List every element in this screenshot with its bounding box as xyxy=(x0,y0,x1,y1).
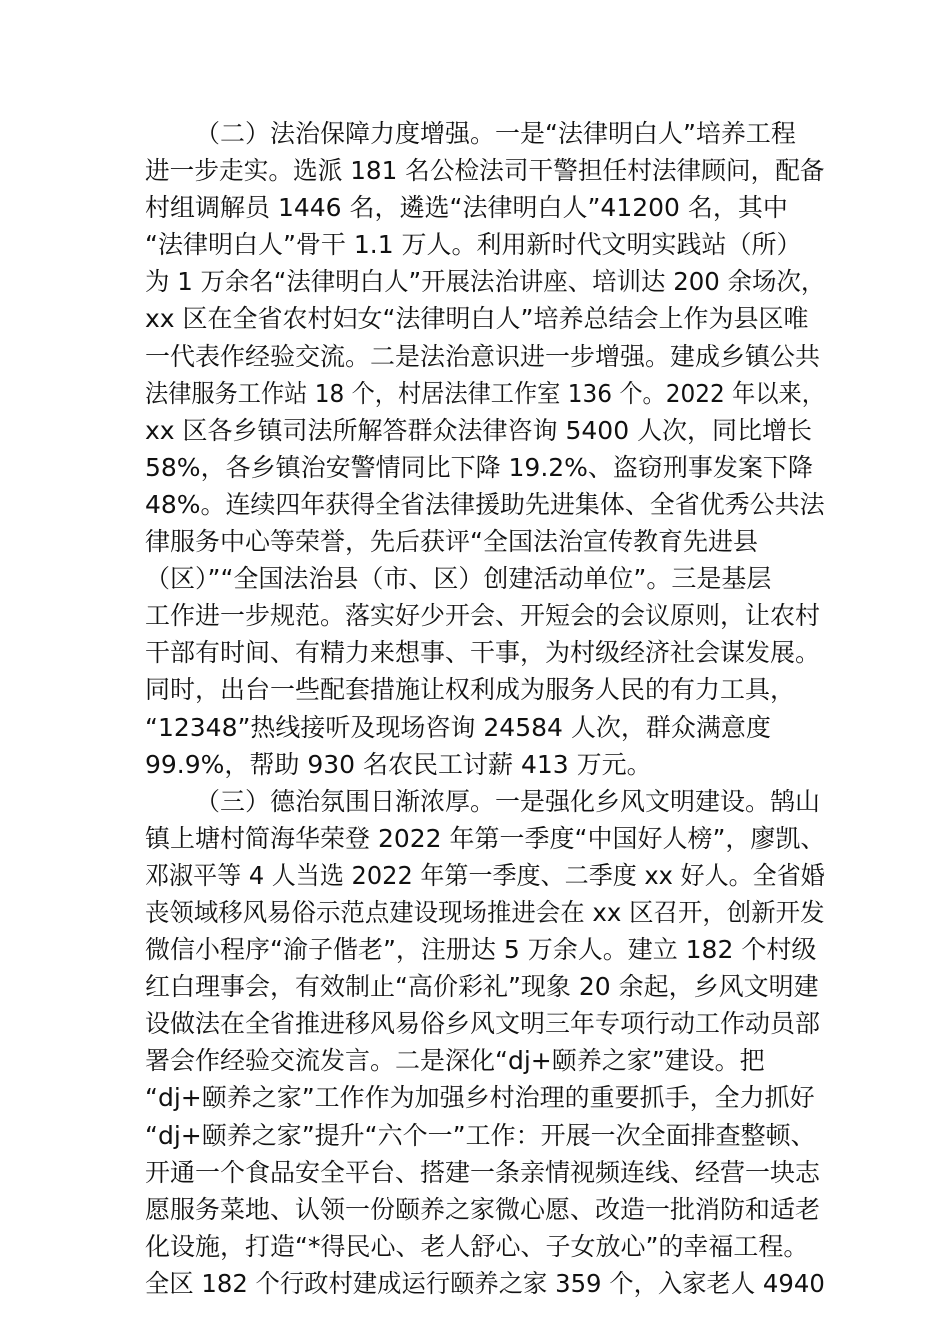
text-line: 一代表作经验交流。二是法治意识进一步增强。建成乡镇公共 xyxy=(145,341,821,371)
text-line: 微信小程序“渝子偕老”，注册达 5 万余人。建立 182 个村级 xyxy=(145,935,817,965)
document-body xyxy=(145,115,825,1302)
text-line: 99.9%，帮助 930 名农民工讨薪 413 万元。 xyxy=(145,749,652,779)
text-line: 丧领域移风易俗示范点建设现场推进会在 xx 区召开，创新开发 xyxy=(145,897,825,927)
text-line: xx 区在全省农村妇女“法律明白人”培养总结会上作为县区唯 xyxy=(145,304,809,334)
text-line: 为 1 万余名“法律明白人”开展法治讲座、培训达 200 余场次， xyxy=(145,267,826,297)
text-line: 村组调解员 1446 名，遴选“法律明白人”41200 名，其中 xyxy=(145,193,788,223)
text-line: 律服务中心等荣誉，先后获评“全国法治宣传教育先进县 xyxy=(145,527,758,557)
text-line: 开通一个食品安全平台、搭建一条亲情视频连线、经营一块志 xyxy=(145,1157,821,1187)
text-line: 镇上塘村简海华荣登 2022 年第一季度“中国好人榜”，廖凯、 xyxy=(145,823,826,853)
text-line: xx 区各乡镇司法所解答群众法律咨询 5400 人次，同比增长 xyxy=(145,415,813,445)
text-line: 署会作经验交流发言。二是深化“dj+颐养之家”建设。把 xyxy=(145,1046,765,1076)
text-line: 设做法在全省推进移风易俗乡风文明三年专项行动工作动员部 xyxy=(145,1009,821,1039)
text-line: “dj+颐养之家”提升“六个一”工作：开展一次全面排查整顿、 xyxy=(145,1120,816,1150)
text-line: 全区 182 个行政村建成运行颐养之家 359 个，入家老人 4940 xyxy=(145,1268,825,1298)
text-line: 同时，出台一些配套措施让权利成为服务人民的有力工具， xyxy=(145,675,796,705)
text-line: “12348”热线接听及现场咨询 24584 人次，群众满意度 xyxy=(145,712,771,742)
paragraph-first-line: （三）德治氛围日渐浓厚。一是强化乡风文明建设。鹄山 xyxy=(195,786,821,816)
text-line: 愿服务菜地、认领一份颐养之家微心愿、改造一批消防和适老 xyxy=(145,1194,821,1224)
text-line: 干部有时间、有精力来想事、干事，为村级经济社会谋发展。 xyxy=(145,638,821,668)
text-line: “dj+颐养之家”工作作为加强乡村治理的重要抓手，全力抓好 xyxy=(145,1083,815,1113)
text-line: 进一步走实。选派 181 名公检法司干警担任村法律顾问，配备 xyxy=(145,156,825,186)
text-line: 58%，各乡镇治安警情同比下降 19.2%、盗窃刑事发案下降 xyxy=(145,452,813,482)
text-line: 化设施，打造“*得民心、老人舒心、子女放心”的幸福工程。 xyxy=(145,1231,809,1261)
text-line: （区）”“全国法治县（市、区）创建活动单位”。三是基层 xyxy=(145,564,772,594)
paragraph-first-line: （二）法治保障力度增强。一是“法律明白人”培养工程 xyxy=(195,119,796,148)
text-line: 邓淑平等 4 人当选 2022 年第一季度、二季度 xx 好人。全省婚 xyxy=(145,860,825,890)
text-line: 法律服务工作站 18 个，村居法律工作室 136 个。2022 年以来， xyxy=(145,378,825,408)
text-line: 工作进一步规范。落实好少开会、开短会的会议原则，让农村 xyxy=(145,601,821,631)
text-line: 48%。连续四年获得全省法律援助先进集体、全省优秀公共法 xyxy=(145,489,825,519)
text-line: 红白理事会，有效制止“高价彩礼”现象 20 余起，乡风文明建 xyxy=(145,972,819,1002)
text-line: “法律明白人”骨干 1.1 万人。利用新时代文明实践站（所） xyxy=(145,230,802,260)
